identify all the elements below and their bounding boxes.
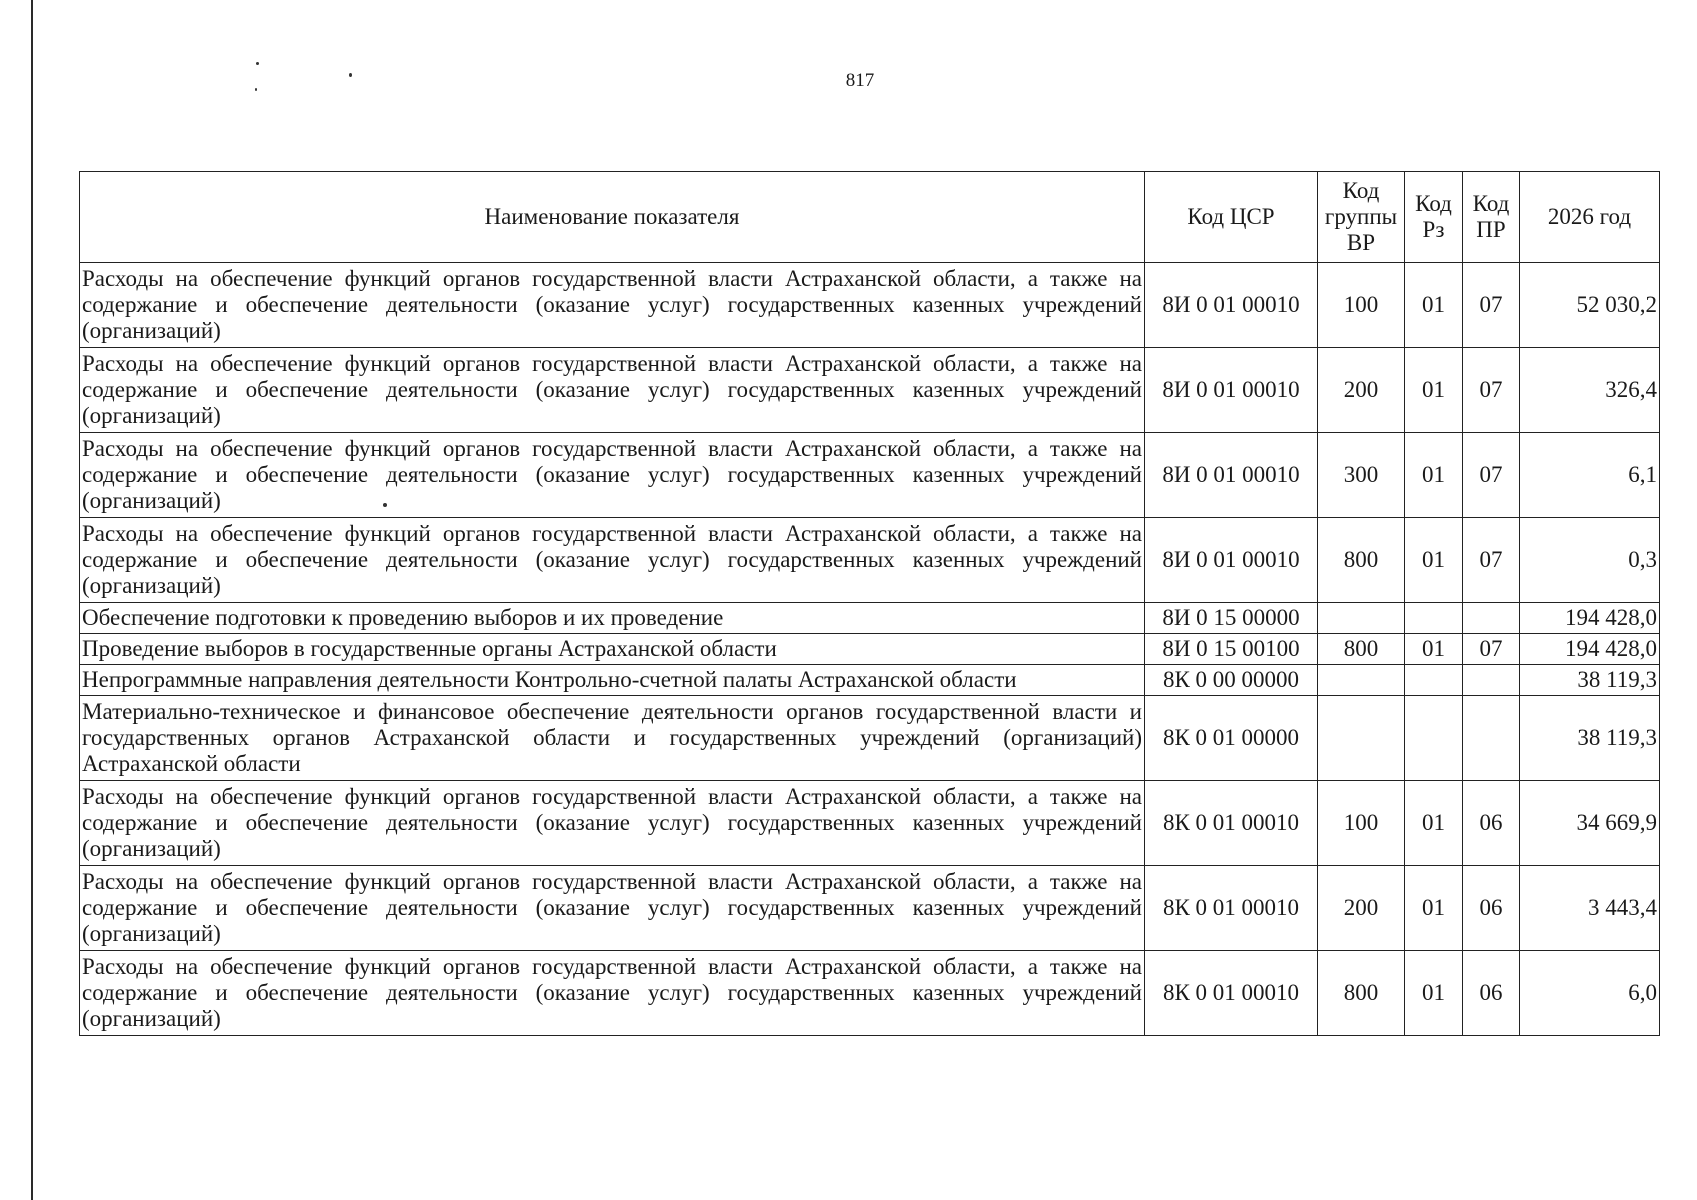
row-vr: 800 — [1318, 518, 1405, 603]
row-value: 0,3 — [1520, 518, 1660, 603]
table-row — [80, 665, 1660, 696]
row-csr: 8К 0 01 00000 — [1145, 696, 1318, 781]
table-row — [80, 518, 1660, 603]
row-pr: 06 — [1463, 781, 1520, 866]
table-row — [80, 263, 1660, 348]
row-csr: 8И 0 01 00010 — [1145, 518, 1318, 603]
header-year: 2026 год — [1520, 172, 1660, 263]
header-pr: Код ПР — [1463, 172, 1520, 263]
scan-speck — [256, 62, 259, 65]
row-vr: 800 — [1318, 951, 1405, 1036]
row-pr — [1463, 603, 1520, 634]
row-vr: 200 — [1318, 866, 1405, 951]
table-row — [80, 433, 1660, 518]
row-pr: 07 — [1463, 348, 1520, 433]
table-row — [80, 634, 1660, 665]
row-rz: 01 — [1405, 951, 1463, 1036]
row-pr — [1463, 665, 1520, 696]
row-name: Расходы на обеспечение функций органов государственной власти Астраханской области, а также на содержание и обеспечение деятельности (оказание услуг) государственных казенных учреждений (организаций) — [80, 348, 1145, 433]
row-value: 3 443,4 — [1520, 866, 1660, 951]
row-csr: 8И 0 01 00010 — [1145, 433, 1318, 518]
row-pr: 07 — [1463, 634, 1520, 665]
row-pr: 06 — [1463, 951, 1520, 1036]
row-vr — [1318, 603, 1405, 634]
row-pr: 07 — [1463, 263, 1520, 348]
row-name: Расходы на обеспечение функций органов государственной власти Астраханской области, а также на содержание и обеспечение деятельности (оказание услуг) государственных казенных учреждений (организаций) — [80, 866, 1145, 951]
row-rz: 01 — [1405, 866, 1463, 951]
row-rz: 01 — [1405, 781, 1463, 866]
row-csr: 8И 0 15 00000 — [1145, 603, 1318, 634]
row-name: Расходы на обеспечение функций органов государственной власти Астраханской области, а также на содержание и обеспечение деятельности (оказание услуг) государственных казенных учреждений (организаций) — [80, 781, 1145, 866]
row-rz: 01 — [1405, 433, 1463, 518]
row-rz — [1405, 696, 1463, 781]
row-value: 326,4 — [1520, 348, 1660, 433]
row-value: 194 428,0 — [1520, 603, 1660, 634]
row-pr: 06 — [1463, 866, 1520, 951]
row-name: Материально-техническое и финансовое обеспечение деятельности органов государственной власти и государственных органов Астраханской области и государственных учреждений (организаций) Астраханской области — [80, 696, 1145, 781]
row-name: Обеспечение подготовки к проведению выборов и их проведение — [80, 603, 1145, 634]
row-rz — [1405, 665, 1463, 696]
row-value: 6,1 — [1520, 433, 1660, 518]
row-vr: 100 — [1318, 263, 1405, 348]
row-name: Расходы на обеспечение функций органов государственной власти Астраханской области, а также на содержание и обеспечение деятельности (оказание услуг) государственных казенных учреждений (организаций) — [80, 951, 1145, 1036]
row-pr — [1463, 696, 1520, 781]
page-number: 817 — [845, 70, 875, 91]
row-pr: 07 — [1463, 518, 1520, 603]
row-rz: 01 — [1405, 348, 1463, 433]
row-vr — [1318, 665, 1405, 696]
row-vr: 800 — [1318, 634, 1405, 665]
row-value: 194 428,0 — [1520, 634, 1660, 665]
row-vr: 300 — [1318, 433, 1405, 518]
table-header-row — [80, 172, 1660, 263]
row-vr — [1318, 696, 1405, 781]
table-row — [80, 781, 1660, 866]
row-value: 6,0 — [1520, 951, 1660, 1036]
row-csr: 8К 0 01 00010 — [1145, 866, 1318, 951]
row-name: Непрограммные направления деятельности Контрольно-счетной палаты Астраханской области — [80, 665, 1145, 696]
table-row — [80, 951, 1660, 1036]
row-name: Расходы на обеспечение функций органов государственной власти Астраханской области, а также на содержание и обеспечение деятельности (оказание услуг) государственных казенных учреждений (организаций) — [80, 263, 1145, 348]
row-csr: 8К 0 00 00000 — [1145, 665, 1318, 696]
table-row — [80, 603, 1660, 634]
row-rz: 01 — [1405, 263, 1463, 348]
header-name: Наименование показателя — [80, 172, 1145, 263]
row-rz — [1405, 603, 1463, 634]
row-name: Проведение выборов в государственные органы Астраханской области — [80, 634, 1145, 665]
row-value: 34 669,9 — [1520, 781, 1660, 866]
table-row — [80, 866, 1660, 951]
row-value: 38 119,3 — [1520, 665, 1660, 696]
header-csr: Код ЦСР — [1145, 172, 1318, 263]
row-rz: 01 — [1405, 634, 1463, 665]
row-pr: 07 — [1463, 433, 1520, 518]
table-row — [80, 348, 1660, 433]
row-name: Расходы на обеспечение функций органов государственной власти Астраханской области, а также на содержание и обеспечение деятельности (оказание услуг) государственных казенных учреждений (организаций) — [80, 433, 1145, 518]
header-rz: Код Рз — [1405, 172, 1463, 263]
table-row — [80, 696, 1660, 781]
row-vr: 100 — [1318, 781, 1405, 866]
row-csr: 8И 0 15 00100 — [1145, 634, 1318, 665]
row-name: Расходы на обеспечение функций органов государственной власти Астраханской области, а также на содержание и обеспечение деятельности (оказание услуг) государственных казенных учреждений (организаций) — [80, 518, 1145, 603]
scan-edge-line — [31, 0, 33, 1200]
budget-table — [79, 171, 1660, 1036]
row-rz: 01 — [1405, 518, 1463, 603]
row-csr: 8И 0 01 00010 — [1145, 348, 1318, 433]
row-csr: 8И 0 01 00010 — [1145, 263, 1318, 348]
row-vr: 200 — [1318, 348, 1405, 433]
header-vr: Код группы ВР — [1318, 172, 1405, 263]
row-value: 52 030,2 — [1520, 263, 1660, 348]
row-csr: 8К 0 01 00010 — [1145, 951, 1318, 1036]
row-value: 38 119,3 — [1520, 696, 1660, 781]
row-csr: 8К 0 01 00010 — [1145, 781, 1318, 866]
